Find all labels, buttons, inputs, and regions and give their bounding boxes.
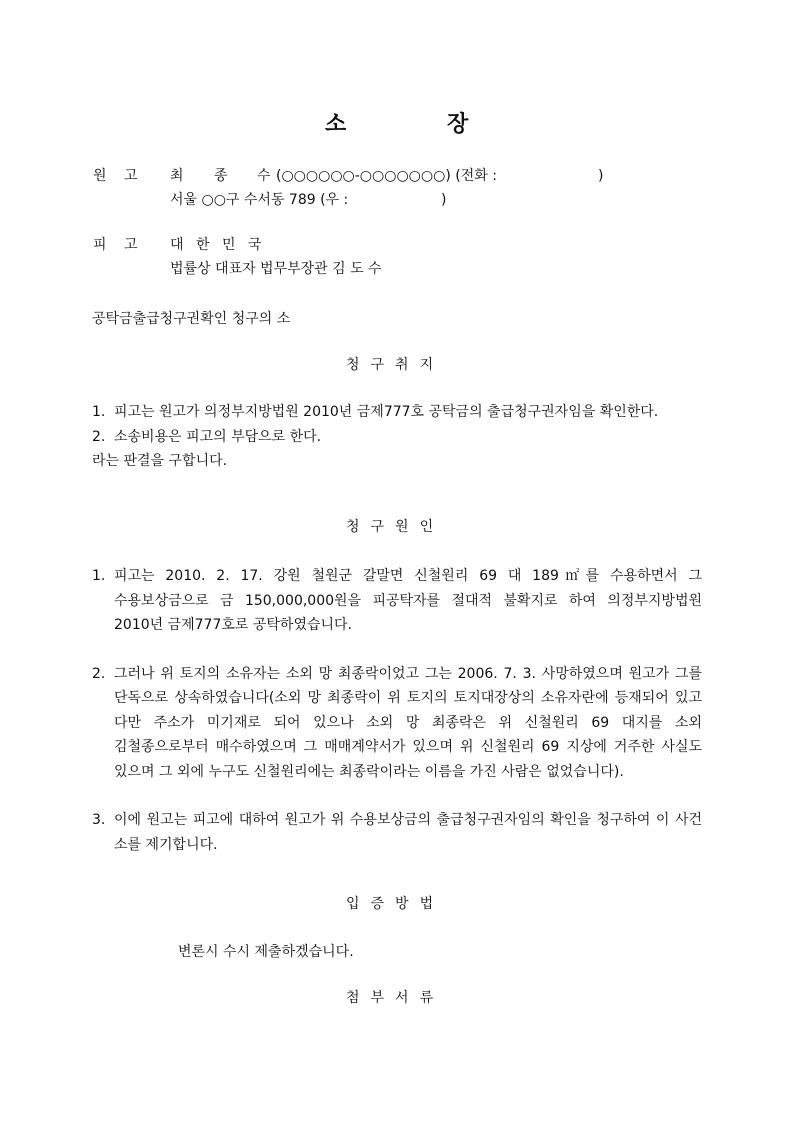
plaintiff-name-2: 종 — [214, 168, 228, 184]
plaintiff-name-1: 최 — [170, 168, 184, 184]
plaintiff-id-close: ) — [598, 168, 604, 184]
claim-purpose-section — [92, 400, 702, 474]
case-name: 공탁금출급청구권확인 청구의 소 — [92, 311, 291, 327]
claim-cause-section — [92, 564, 702, 857]
claim-purpose-item-num: 1. — [92, 404, 106, 420]
claim-cause-item — [92, 662, 702, 785]
claim-cause-item-text: 그러나 위 토지의 소유자는 소외 망 최종락이었고 그는 2006. 7. 3. 사망하였으며 원고가 그를 단독으로 상속하였습니다(소외 망 최종락이 위 토지의 토지대장상의 소유자란에 등재되어 있고 다만 주소가 미기재로 되어 있으나 소외 망 최종락은 위 신철원리 69 대지를 소외 김철종으로부터 매수하였으며 그 매매계약서가 있으며 위 신철원리 69 지상에 거주한 사실도 있으며 그 외에 누구도 신철원리에는 최종락이라는 이름을 가진 사람은 없었습니다). — [114, 665, 702, 780]
claim-cause-item-text: 이에 원고는 피고에 대하여 원고가 위 수용보상금의 출급청구권자임의 확인을 청구하여 이 사건 소를 제기합니다. — [114, 812, 702, 853]
plaintiff-name-3: 수 — [257, 168, 271, 184]
claim-cause-heading: 청구원인 — [346, 519, 445, 535]
claim-purpose-item — [92, 400, 702, 425]
evidence-heading: 입증방법 — [346, 896, 445, 912]
defendant-label-2: 고 — [124, 237, 138, 253]
title-char-so: 소 — [325, 112, 347, 137]
evidence-text: 변론시 수시 제출하겠습니다. — [178, 944, 354, 960]
claim-purpose-item-text: 소송비용은 피고의 부담으로 한다. — [114, 428, 322, 445]
claim-cause-item — [92, 808, 702, 857]
defendant-representative: 법률상 대표자 법무부장관 김 도 수 — [170, 261, 382, 277]
claim-purpose-item-num: 2. — [92, 428, 106, 445]
claim-cause-item-text: 피고는 2010. 2. 17. 강원 철원군 갈말면 신철원리 69 대 189㎡를 수용하면서 그 수용보상금으로 금 150,000,000원을 피공탁자를 절대적 불확지로 하여 의정부지방법원 2010년 금제777호로 공탁하였습니다. — [114, 568, 702, 633]
defendant-label-1: 피 — [93, 237, 107, 253]
attachments-heading: 첨부서류 — [346, 990, 445, 1006]
claim-purpose-item — [92, 425, 702, 450]
claim-cause-item — [92, 564, 702, 638]
plaintiff-label-1: 원 — [93, 168, 107, 184]
claim-purpose-heading: 청구취지 — [346, 357, 445, 373]
plaintiff-address: 서울 ○○구 수서동 789 (우 : — [170, 192, 349, 208]
title-char-jang: 장 — [447, 112, 469, 137]
plaintiff-address-close: ) — [441, 192, 447, 208]
claim-purpose-closing: 라는 판결을 구합니다. — [92, 453, 228, 469]
plaintiff-id-contact: (○○○○○○-○○○○○○○) (전화 : — [276, 168, 497, 184]
plaintiff-label-2: 고 — [124, 168, 138, 184]
claim-purpose-item-text: 피고는 원고가 의정부지방법원 2010년 금제777호 공탁금의 출급청구권자임을 확인한다. — [114, 404, 659, 420]
defendant-name: 대 한 민 국 — [170, 237, 262, 253]
claim-cause-item-num: 3. — [92, 812, 106, 828]
claim-cause-item-num: 2. — [92, 665, 106, 682]
claim-cause-item-num: 1. — [92, 568, 106, 584]
